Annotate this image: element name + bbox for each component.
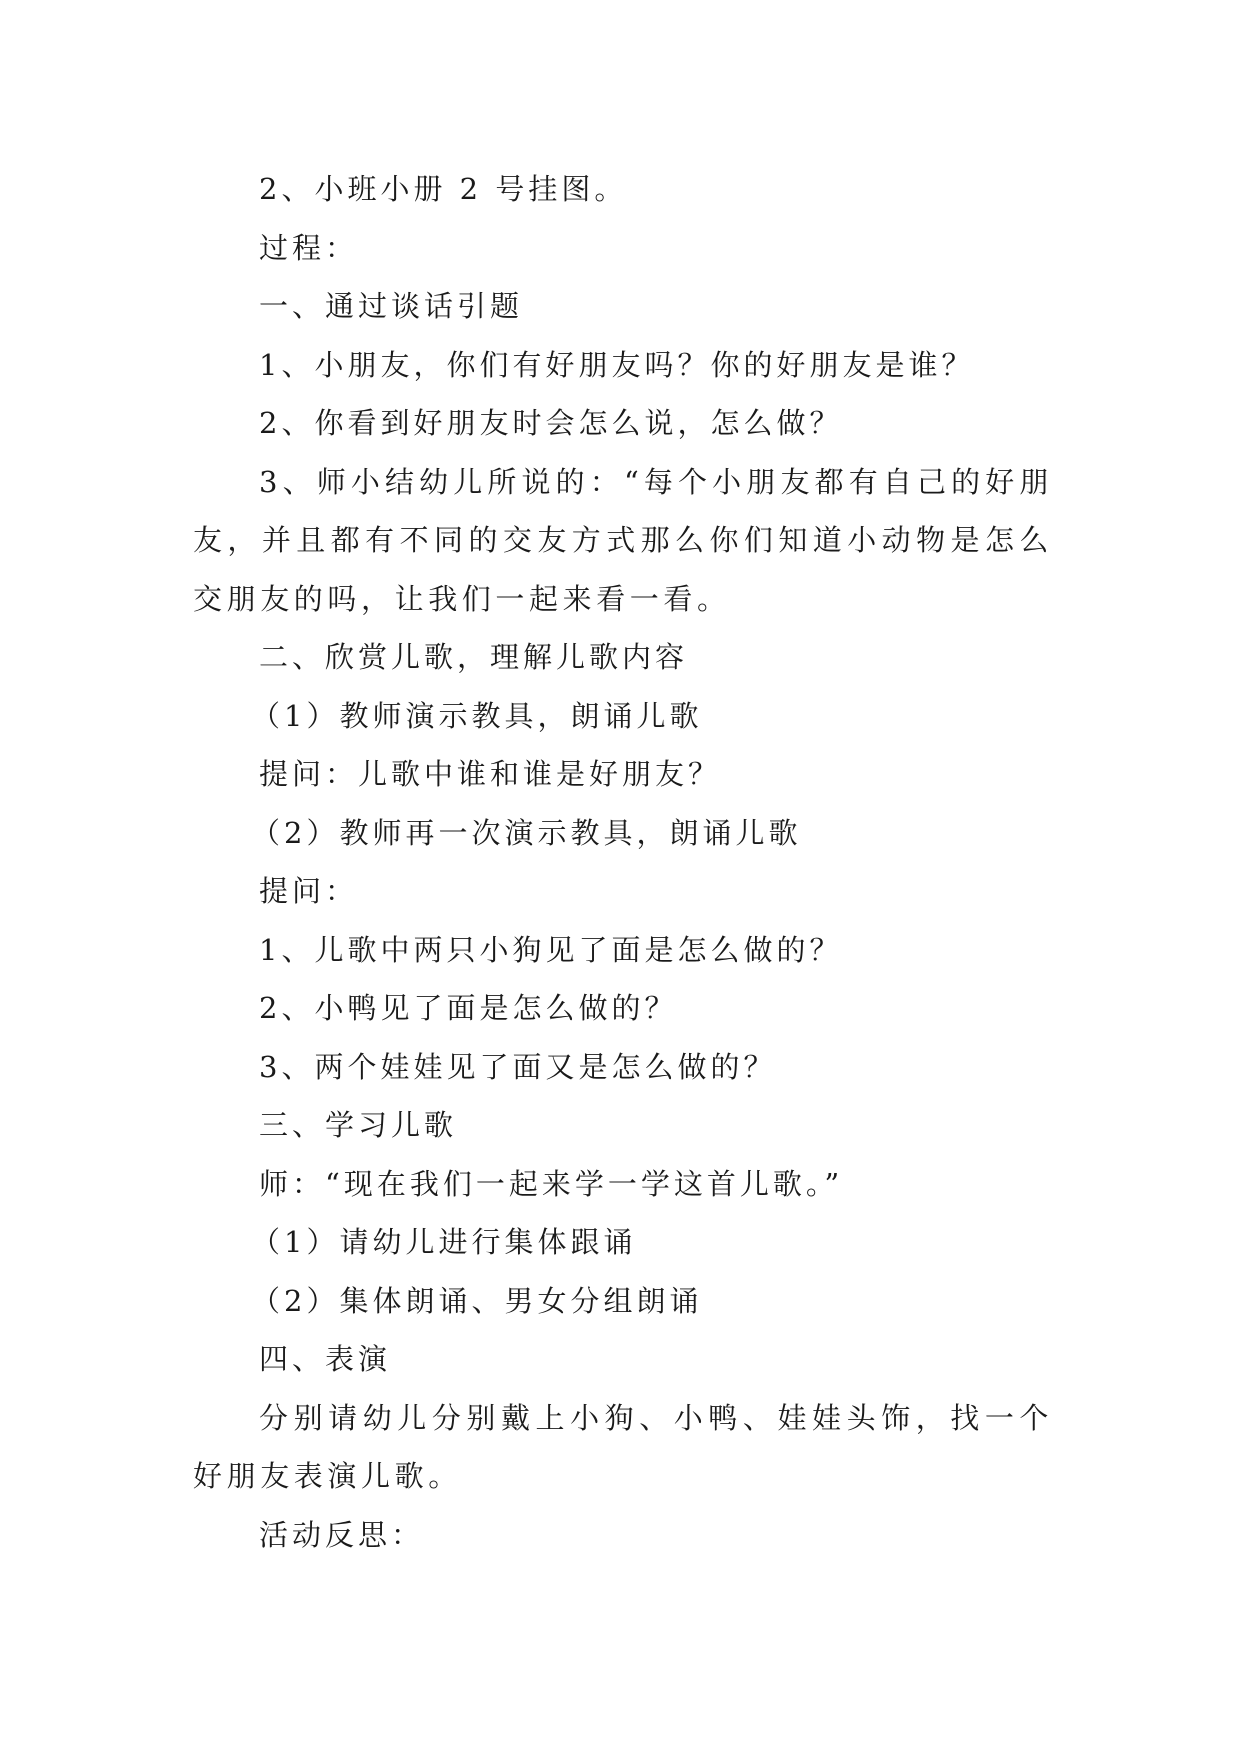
text-line: （2）教师再一次演示教具，朗诵儿歌 <box>251 815 802 850</box>
text-line: 1、小朋友，你们有好朋友吗？你的好朋友是谁？ <box>259 347 975 382</box>
section-heading-4: 四、表演 <box>259 1342 392 1376</box>
section-label-reflection: 活动反思： <box>259 1517 425 1552</box>
text-line: 3、两个娃娃见了面又是怎么做的？ <box>259 1049 777 1084</box>
text-line: 2、小班小册 2 号挂图。 <box>259 172 628 206</box>
section-heading-3: 三、学习儿歌 <box>259 1108 458 1142</box>
section-label-process: 过程： <box>259 230 359 265</box>
paragraph-summary: 3、师小结幼儿所说的：“每个小朋友都有自己的好朋友，并且都有不同的交友方式那么你们知道小动物是怎么交朋友的吗，让我们一起来看一看。 <box>193 464 1053 616</box>
text-line: （2）集体朗诵、男女分组朗诵 <box>251 1283 703 1318</box>
text-line: （1）教师演示教具，朗诵儿歌 <box>251 698 703 733</box>
text-line: 提问： <box>259 874 359 908</box>
section-heading-2: 二、欣赏儿歌，理解儿歌内容 <box>259 640 689 674</box>
text-line: 2、小鸭见了面是怎么做的？ <box>259 991 678 1025</box>
section-heading-1: 一、通过谈话引题 <box>259 289 524 323</box>
document-body <box>193 160 1053 1564</box>
paragraph-performance: 分别请幼儿分别戴上小狗、小鸭、娃娃头饰，找一个好朋友表演儿歌。 <box>193 1400 1053 1493</box>
text-line: （1）请幼儿进行集体跟诵 <box>251 1225 637 1259</box>
text-line: 2、你看到好朋友时会怎么说，怎么做？ <box>259 406 843 440</box>
text-line: 1、儿歌中两只小狗见了面是怎么做的？ <box>259 932 843 967</box>
text-line: 师：“现在我们一起来学一学这首儿歌。” <box>259 1166 844 1201</box>
text-line: 提问：儿歌中谁和谁是好朋友？ <box>259 757 722 791</box>
